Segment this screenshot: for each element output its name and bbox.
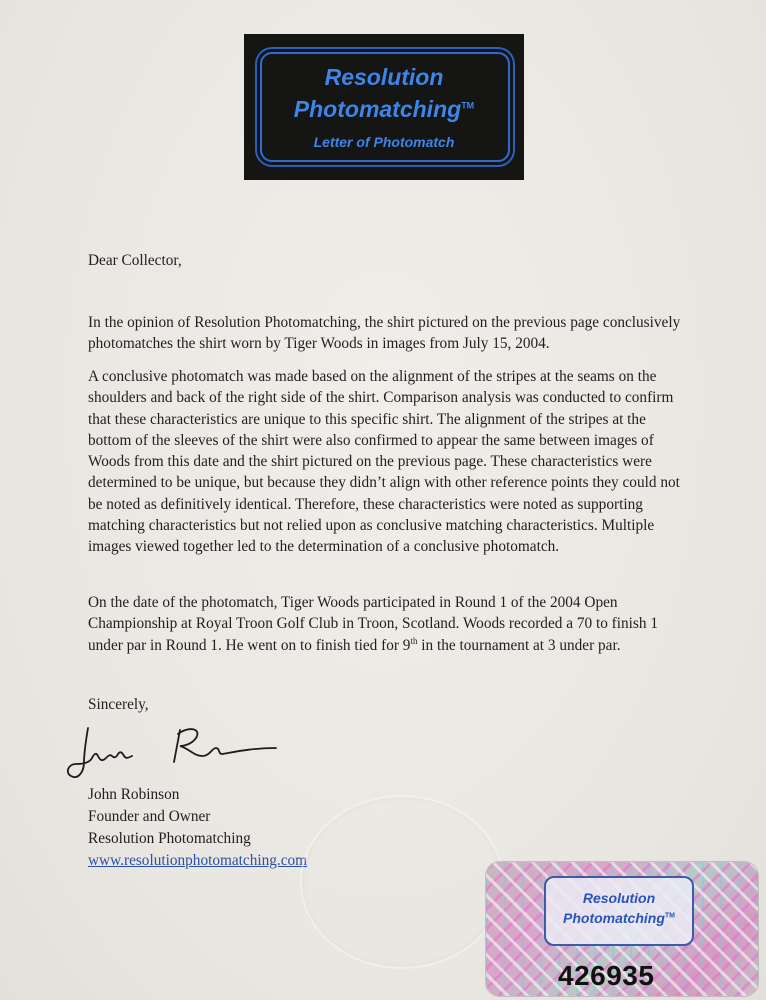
- company-name: Resolution Photomatching: [88, 830, 251, 847]
- paragraph-2: [88, 366, 688, 558]
- logo-line-1: Resolution: [324, 64, 444, 90]
- paragraph-3: [88, 592, 688, 656]
- serial-number: 426935: [558, 960, 655, 991]
- paragraph-1: [88, 312, 688, 355]
- hologram-logo: [544, 876, 694, 946]
- hologram-logo-line-1: Resolution: [582, 890, 656, 906]
- hologram-logo-line-2: Photomatching™: [563, 910, 675, 926]
- greeting: Dear Collector,: [88, 252, 182, 269]
- signer-name: John Robinson: [88, 786, 180, 803]
- header-logo: [244, 34, 524, 180]
- embossed-seal: [300, 795, 504, 969]
- paragraph-3-text-a: On the date of the photomatch, Tiger Woods participated in Round 1 of the 2004 Open Championship at Royal Troon Golf Club in Troon, Scotland. Woods recorded a 70 to finish 1 under par in Round 1. He went on to finish tied for 9: [88, 594, 658, 654]
- paragraph-1-text: In the opinion of Resolution Photomatching, the shirt pictured on the previous page conclusively photomatches the shirt worn by Tiger Woods in images from July 15, 2004.: [88, 314, 681, 353]
- trademark-mark: TM: [461, 100, 475, 111]
- logo-line-2: Photomatching™: [293, 96, 475, 122]
- closing: Sincerely,: [88, 696, 149, 713]
- hologram-sticker: [486, 862, 758, 996]
- website-link[interactable]: www.resolutionphotomatching.com: [88, 852, 308, 869]
- hologram-trademark: TM: [664, 912, 675, 920]
- paragraph-2-text: A conclusive photomatch was made based on the alignment of the stripes at the seams on the shoulders and back of the right side of the shirt. Comparison analysis was conducted to confirm that these characteristics are unique to this specific shirt. The alignment of the stripes at the bottom of the sleeves of the shirt were also confirmed to appear the same between images of Woods from this date and the shirt pictured on the previous page. These characteristics were determined to be unique, but because they didn’t align with other reference points they could not be noted as definitively identical. Therefore, these characteristics were noted as supporting matching characteristics but not relied upon as conclusive matching characteristics. Multiple images viewed together led to the determination of a conclusive photomatch.: [88, 368, 680, 556]
- ordinal-suffix: th: [410, 635, 418, 646]
- signer-title: Founder and Owner: [88, 808, 211, 825]
- handwritten-signature: [62, 718, 292, 788]
- logo-line-3: Letter of Photomatch: [313, 134, 455, 150]
- paragraph-3-text-b: in the tournament at 3 under par.: [417, 636, 621, 654]
